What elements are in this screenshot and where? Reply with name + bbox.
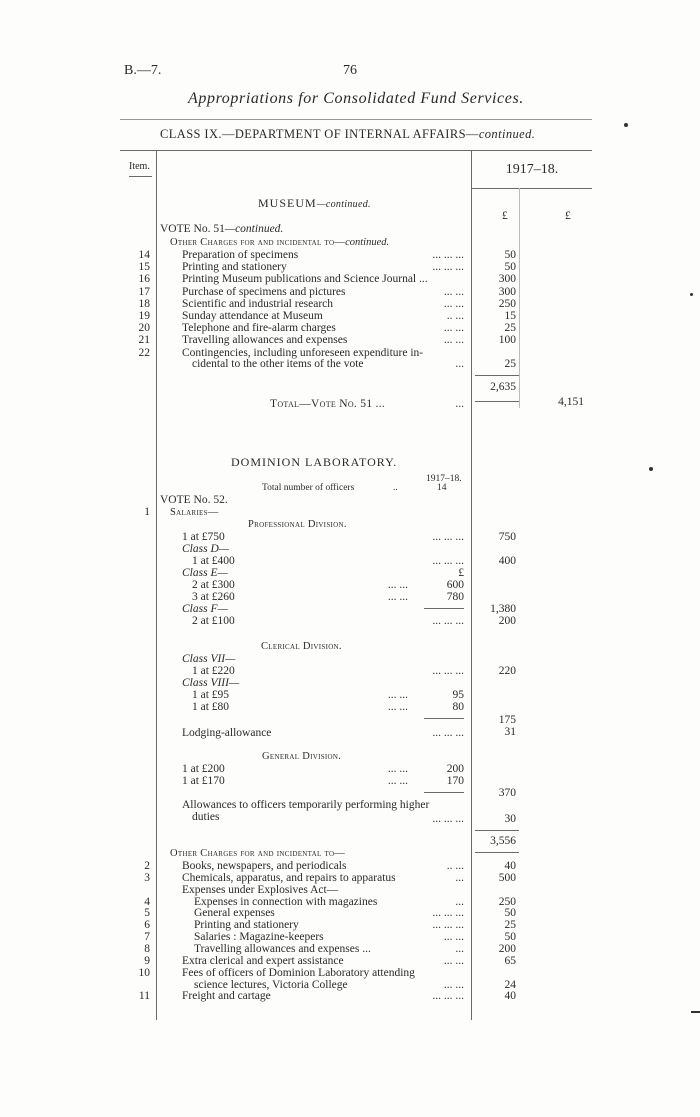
- item-description: General expenses: [194, 907, 275, 920]
- museum-total-amount: 4,151: [558, 396, 584, 408]
- leader-dots: ... ...: [443, 285, 464, 298]
- museum-subhead: Other Charges for and incidental to—: [170, 237, 346, 248]
- prof-3-dots: ... ...: [387, 579, 408, 591]
- general-1-dots: ... ...: [387, 763, 408, 775]
- class-vii-label: Class VII—: [182, 653, 236, 665]
- item-amount: 300: [498, 273, 516, 286]
- prof-2-at-300: 2 at £300: [192, 579, 235, 591]
- item-number: 21: [138, 334, 150, 347]
- class-viii-label: Class VIII—: [182, 677, 240, 689]
- item-number: 15: [138, 261, 150, 274]
- item-amount: 50: [504, 907, 516, 920]
- prof-1-at-750: 1 at £750: [182, 531, 225, 543]
- header-top-rule: [120, 150, 592, 151]
- lab-other-charges-heading: Other Charges for and incidental to—: [170, 848, 346, 859]
- item-description: Sunday attendance at Museum: [182, 310, 323, 322]
- museum-title: MUSEUM: [258, 196, 317, 210]
- museum-total-dots: ...: [455, 398, 464, 410]
- salaries-total: 3,556: [490, 835, 516, 847]
- laboratory-vote: VOTE No. 52.: [160, 494, 228, 506]
- item-column-divider: [156, 150, 157, 1020]
- item-description: Printing and stationery: [182, 261, 287, 274]
- museum-subtotal: 2,635: [490, 381, 516, 393]
- leader-dots: ... ... ...: [432, 261, 464, 274]
- museum-subtotal-rule: [475, 375, 519, 376]
- leader-dots: ... ...: [443, 954, 464, 967]
- item-amount: 50: [504, 249, 516, 261]
- leader-dots: ... ...: [443, 978, 464, 991]
- class-viii-sum-rule: [424, 718, 464, 719]
- prof-4-dots: ... ...: [387, 591, 408, 603]
- class-e-label: Class E—: [182, 567, 228, 579]
- prof-3-at-260: 3 at £260: [192, 591, 235, 603]
- item-amount: 25: [504, 322, 516, 335]
- museum-vote: VOTE No. 51: [160, 223, 225, 235]
- item-description: Expenses under Explosives Act—: [182, 883, 339, 896]
- class-e-total: 1,380: [490, 603, 516, 615]
- leader-dots: ... ...: [443, 931, 464, 944]
- class-d-label: Class D—: [182, 543, 229, 555]
- clerical-2-subamount: 95: [452, 689, 464, 701]
- lodging-dots: ... ... ...: [432, 727, 464, 739]
- museum-subhead-continued: continued.: [345, 237, 390, 248]
- item-number: 19: [138, 310, 150, 322]
- clerical-1-at-95: 1 at £95: [192, 689, 230, 701]
- item-amount: 40: [504, 990, 516, 1003]
- item-amount: 250: [498, 297, 516, 310]
- item-number: 9: [144, 954, 150, 967]
- leader-dots: ...: [455, 942, 464, 955]
- class-title: CLASS IX.—DEPARTMENT OF INTERNAL AFFAIRS—: [160, 127, 479, 141]
- item-description: Printing Museum publications and Science Journal ...: [182, 273, 428, 286]
- prof-5-dots: ... ... ...: [432, 615, 464, 627]
- leader-dots: ... ...: [443, 322, 464, 335]
- salaries-heading: Salaries—: [170, 507, 219, 518]
- margin-speck: [624, 123, 628, 127]
- leader-dots: ...: [455, 871, 464, 884]
- item-column-label: Item.: [129, 161, 150, 172]
- title-rule: [120, 119, 592, 120]
- allowances-line-1: Allowances to officers temporarily performing higher: [182, 799, 430, 811]
- item-number: 8: [144, 942, 150, 955]
- allowances-amount: 30: [504, 813, 516, 825]
- item-22-amount: 25: [504, 358, 516, 370]
- item-description: Freight and cartage: [182, 990, 271, 1003]
- class-continued: continued.: [478, 127, 536, 141]
- item-number: 18: [138, 297, 150, 310]
- item-amount: 500: [498, 871, 516, 884]
- item-description: science lectures, Victoria College: [194, 978, 348, 991]
- general-1-at-200: 1 at £200: [182, 763, 225, 775]
- margin-speck: [649, 467, 653, 471]
- item-amount: 50: [504, 261, 516, 274]
- museum-vote-continued: —continued.: [224, 223, 284, 235]
- page-reference: B.—7.: [124, 63, 162, 78]
- item-number-1: 1: [144, 506, 150, 518]
- clerical-1-at-80: 1 at £80: [192, 701, 230, 713]
- prof-2-at-100: 2 at £100: [192, 615, 235, 627]
- page-number: 76: [343, 63, 357, 78]
- allowances-dots: ... ... ...: [432, 813, 464, 825]
- laboratory-title: DOMINION LABORATORY.: [231, 455, 398, 469]
- lodging-amount: 31: [504, 726, 516, 738]
- leader-dots: ... ...: [443, 297, 464, 310]
- prof-3-subamount: 600: [446, 579, 464, 591]
- item-amount: 250: [498, 895, 516, 908]
- leader-dots: ... ... ...: [432, 919, 464, 932]
- leader-dots: .. ...: [446, 860, 464, 872]
- general-2-subamount: 170: [446, 775, 464, 787]
- general-division-heading: General Division.: [262, 751, 342, 762]
- clerical-1-dots: ... ... ...: [432, 665, 464, 677]
- clerical-3-dots: ... ...: [387, 701, 408, 713]
- item-description: Salaries : Magazine-keepers: [194, 931, 324, 944]
- class-viii-total: 175: [498, 714, 516, 726]
- year-rule: [472, 188, 592, 189]
- item-amount: 200: [498, 942, 516, 955]
- item-number: 22: [138, 346, 150, 359]
- margin-speck: [690, 293, 693, 296]
- item-22-dots: ...: [455, 358, 464, 370]
- page-title: Appropriations for Consolidated Fund Services.: [188, 90, 524, 107]
- prof-2-dots: ... ... ...: [432, 555, 464, 567]
- item-description: Preparation of specimens: [182, 249, 299, 261]
- item-description: Purchase of specimens and pictures: [182, 285, 346, 298]
- item-number: 16: [138, 273, 150, 286]
- pound-sign-col2: £: [565, 210, 571, 222]
- item-number: 11: [138, 990, 150, 1003]
- item-amount: 50: [504, 931, 516, 944]
- officers-year: 1917–18.: [426, 474, 462, 484]
- allowances-line-2: duties: [192, 811, 220, 823]
- general-1-subamount: 200: [446, 763, 464, 775]
- item-description: Scientific and industrial research: [182, 297, 334, 310]
- clerical-division-heading: Clerical Division.: [261, 641, 342, 652]
- item-description: Travelling allowances and expenses ...: [194, 942, 371, 955]
- item-description: Extra clerical and expert assistance: [182, 954, 344, 967]
- item-description: Travelling allowances and expenses: [182, 334, 348, 347]
- item-amount: 100: [498, 334, 516, 347]
- officers-dots: ..: [393, 483, 398, 493]
- item-description: Telephone and fire-alarm charges: [182, 322, 336, 335]
- leader-dots: ... ... ...: [432, 990, 464, 1003]
- salaries-total-underline: [475, 852, 519, 853]
- item-amount: 300: [498, 285, 516, 298]
- museum-total-label: Total—Vote No. 51 ...: [270, 398, 386, 410]
- item-number: 4: [144, 895, 150, 908]
- item-number: 10: [138, 966, 150, 979]
- class-e-sum-rule: [424, 608, 464, 609]
- museum-vote-label: [160, 223, 283, 236]
- prof-4-subamount: 780: [446, 591, 464, 603]
- item-amount: 65: [504, 954, 516, 967]
- item-amount: 40: [504, 860, 516, 872]
- leader-dots: .. ...: [446, 310, 464, 322]
- margin-mark: [691, 1011, 700, 1013]
- salaries-sum-rule: [475, 830, 519, 831]
- general-2-dots: ... ...: [387, 775, 408, 787]
- pound-column-divider: [519, 188, 520, 408]
- item-amount: 25: [504, 919, 516, 932]
- item-number: 20: [138, 322, 150, 335]
- item-number: 6: [144, 919, 150, 932]
- leader-dots: ... ...: [443, 334, 464, 347]
- prof-1-amount: 750: [498, 531, 516, 543]
- item-description: Chemicals, apparatus, and repairs to apparatus: [182, 871, 396, 884]
- officers-count: 14: [437, 483, 447, 493]
- lodging-allowance-label: Lodging-allowance: [182, 727, 272, 739]
- general-sum-rule: [424, 792, 464, 793]
- general-total: 370: [498, 787, 516, 799]
- leader-dots: ... ... ...: [432, 249, 464, 261]
- item-description: Expenses in connection with magazines: [194, 895, 378, 908]
- museum-other-charges-heading: [170, 236, 389, 249]
- item-number: 3: [144, 871, 150, 884]
- item-number: 17: [138, 285, 150, 298]
- museum-total-rule: [475, 401, 519, 402]
- professional-division-heading: Professional Division.: [248, 519, 347, 530]
- leader-dots: ...: [455, 895, 464, 908]
- item-description: Fees of officers of Dominion Laboratory attending: [182, 966, 415, 979]
- leader-dots: ... ... ...: [432, 907, 464, 920]
- item-description: Printing and stationery: [194, 919, 299, 932]
- class-f-label: Class F—: [182, 603, 228, 615]
- class-heading: [160, 128, 535, 141]
- item-description: Contingencies, including unforeseen expenditure in-: [182, 346, 424, 359]
- pound-sign-col1: £: [502, 210, 508, 222]
- item-amount: 15: [504, 310, 516, 322]
- item-amount: 24: [504, 978, 516, 991]
- prof-5-amount: 200: [498, 615, 516, 627]
- item-description: Books, newspapers, and periodicals: [182, 860, 347, 872]
- prof-1-dots: ... ... ...: [432, 531, 464, 543]
- officers-label: Total number of officers: [262, 483, 355, 493]
- item-22-continuation: cidental to the other items of the vote: [192, 358, 364, 370]
- clerical-2-dots: ... ...: [387, 689, 408, 701]
- prof-2-amount: 400: [498, 555, 516, 567]
- item-label-underline: [129, 176, 152, 177]
- general-1-at-170: 1 at £170: [182, 775, 225, 787]
- year-heading: 1917–18.: [505, 162, 559, 177]
- item-number: 5: [144, 907, 150, 920]
- item-number: 7: [144, 931, 150, 944]
- item-number: 2: [144, 860, 150, 872]
- item-number: 14: [138, 249, 150, 261]
- class-e-pound: £: [458, 567, 464, 579]
- museum-heading: [258, 197, 371, 211]
- prof-1-at-400: 1 at £400: [192, 555, 235, 567]
- clerical-1-amount: 220: [498, 665, 516, 677]
- museum-title-continued: —continued.: [316, 199, 371, 210]
- clerical-3-subamount: 80: [452, 701, 464, 713]
- clerical-1-at-220: 1 at £220: [192, 665, 235, 677]
